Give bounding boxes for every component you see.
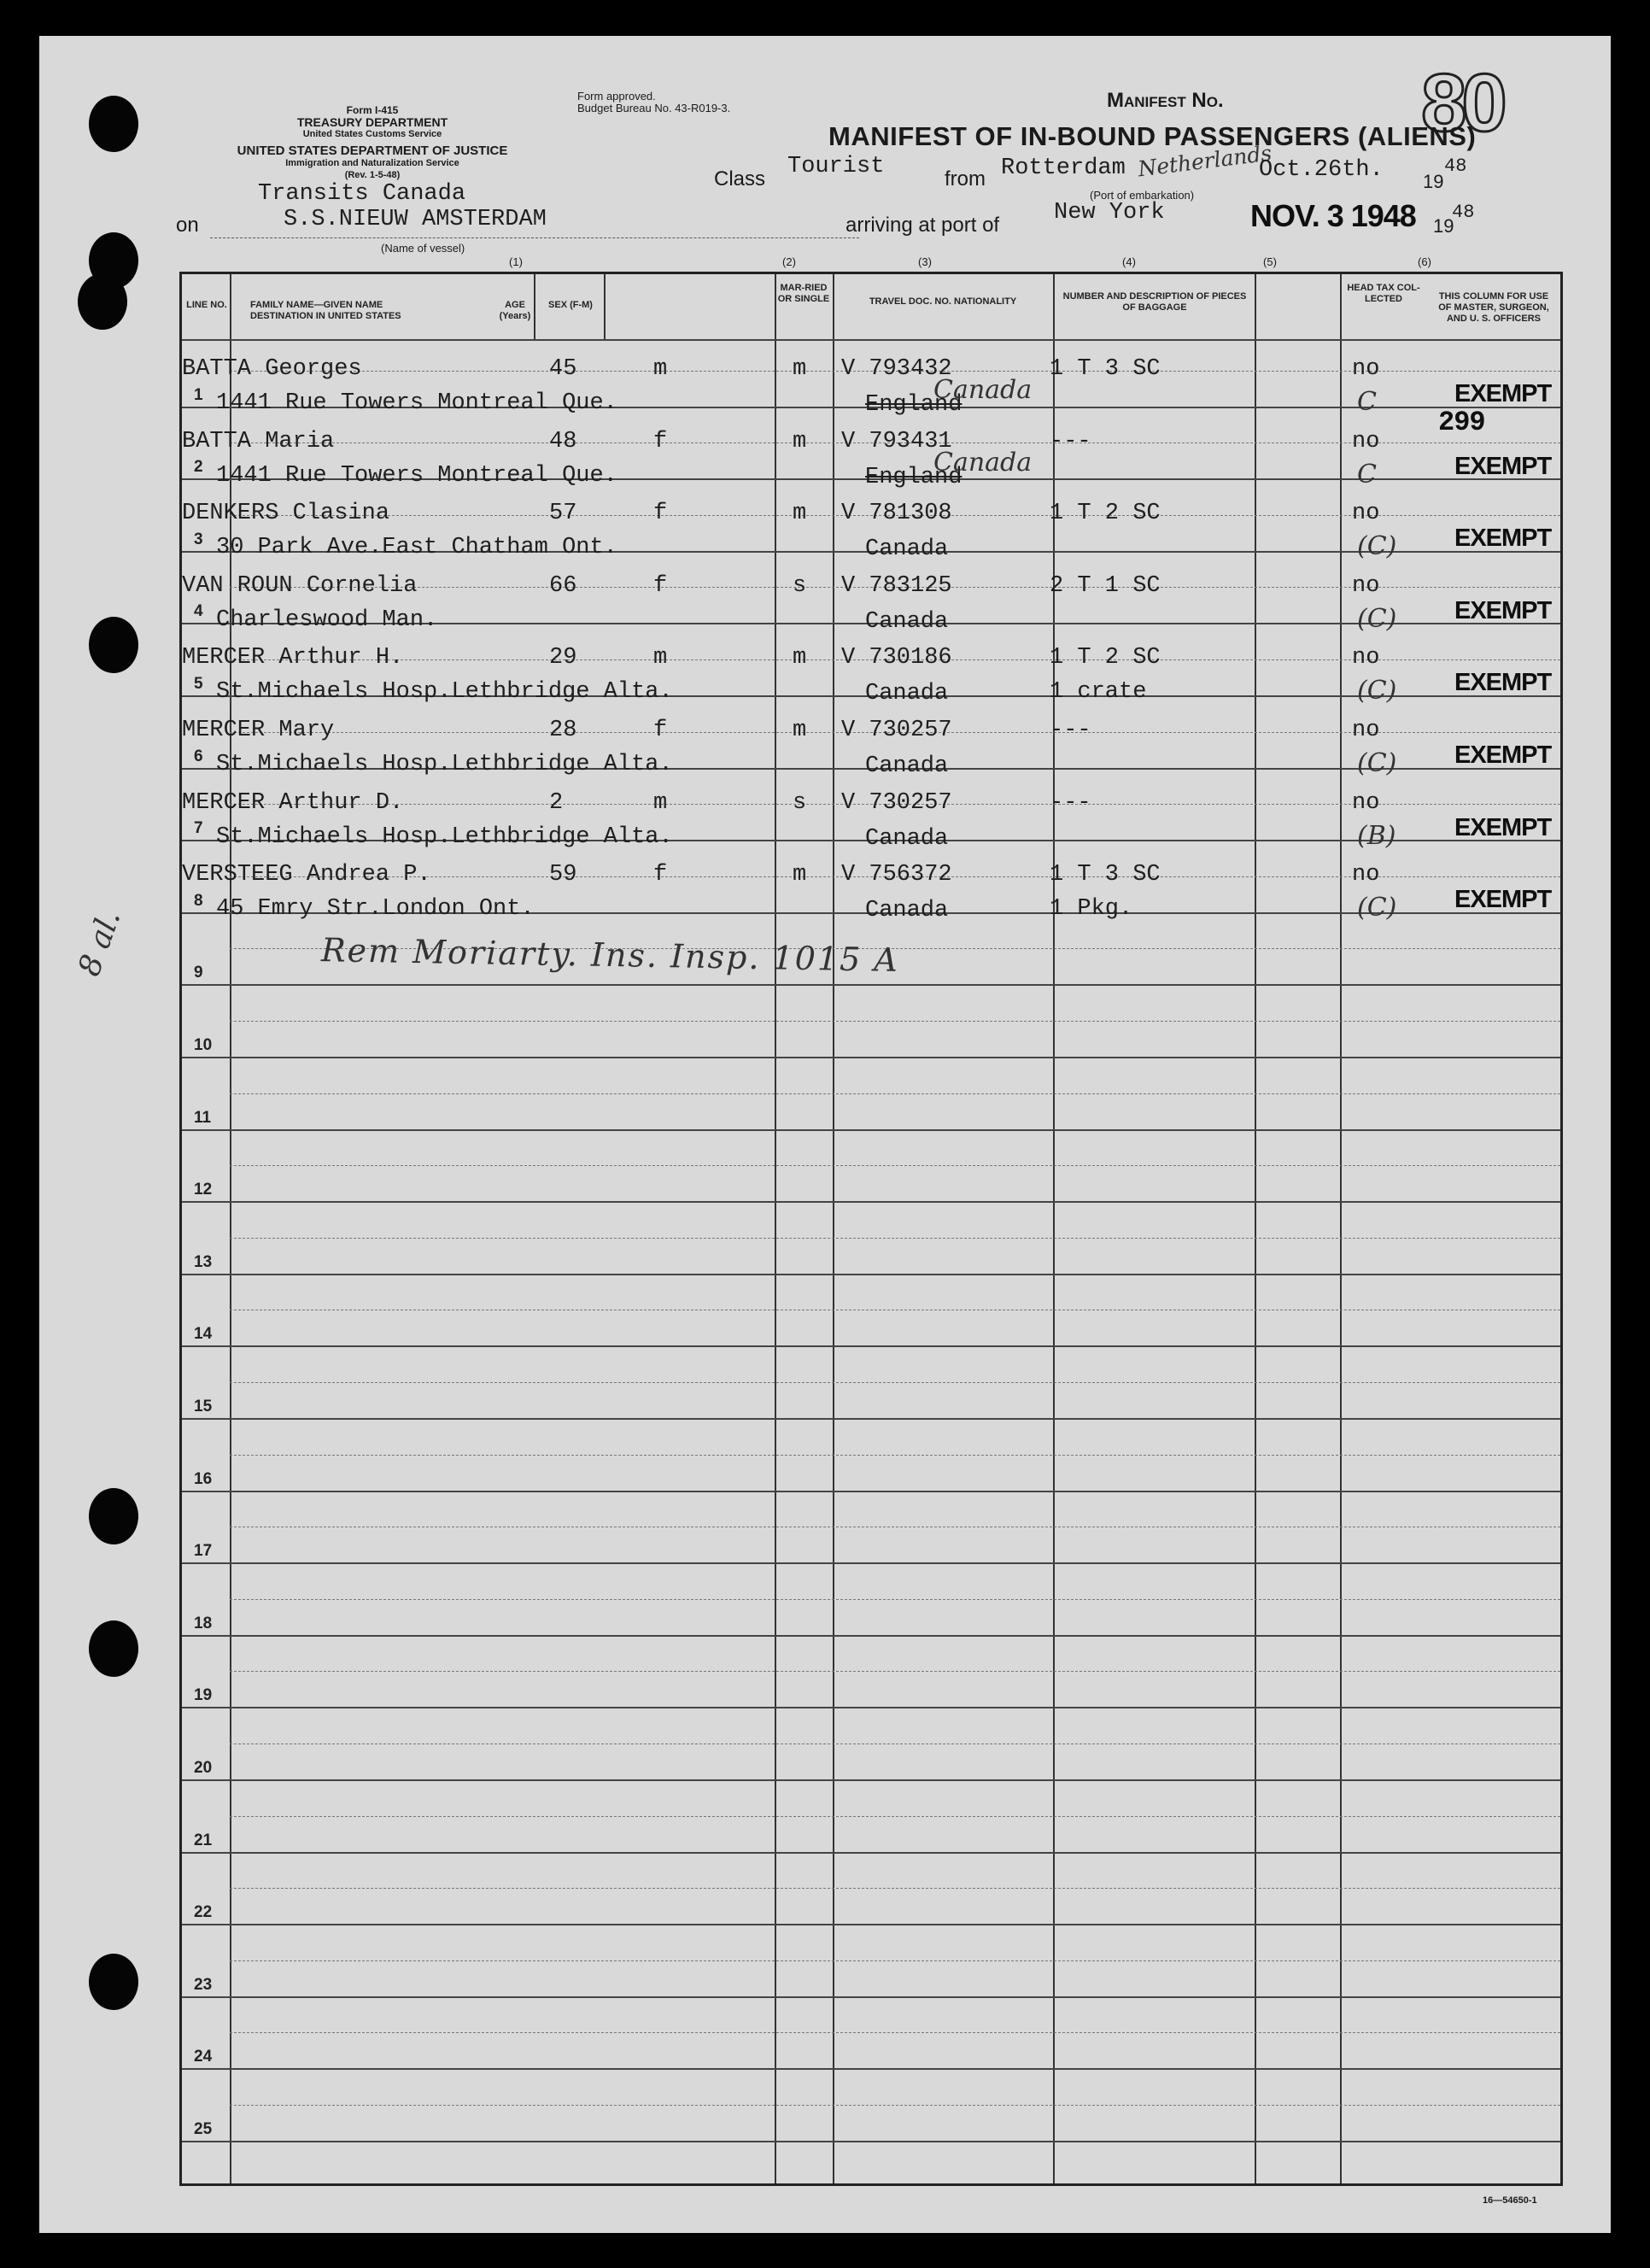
arrive-year: 48 [1452,202,1475,223]
col-divider [604,274,606,339]
passenger-name: VERSTEEG Andrea P. [182,862,431,888]
passenger-destination: St.Michaels Hosp.Lethbridge Alta. [216,679,673,706]
vessel-underline [210,237,859,238]
passenger-baggage: --- [1050,428,1091,454]
colhead-age: AGE (Years) [499,300,531,321]
passenger-sex: m [653,356,668,382]
passenger-head-tax: no [1352,501,1380,527]
passenger-destination: 30 Park Ave.East Chatham Ont. [216,535,617,561]
colhead-married: MAR-RIED OR SINGLE [777,283,830,304]
passenger-nationality: England [865,392,962,418]
from-value: Rotterdam [1001,155,1126,181]
passenger-head-tax-mark: (C) [1357,893,1397,923]
line-number: 21 [194,1831,213,1849]
line-number: 13 [194,1252,213,1271]
justice-dept: UNITED STATES DEPARTMENT OF JUSTICE [237,144,508,158]
passenger-sex: f [653,572,668,599]
passenger-marital: m [793,645,807,671]
form-id-block [244,104,500,140]
row-line [182,2141,1560,2142]
passenger-sex: f [653,501,668,527]
row-dashed-line [230,1165,1560,1166]
passenger-nationality-hand: Canada [933,375,1033,405]
passenger-name: BATTA Maria [182,428,335,454]
passenger-baggage: 1 T 3 SC [1050,862,1161,888]
manifest-title: MANIFEST OF IN-BOUND PASSENGERS (ALIENS) [828,121,1477,151]
passenger-table [179,272,1563,2186]
passenger-marital: m [793,428,807,454]
passenger-travel-doc: V 793432 [841,356,952,382]
line-number: 1 [194,385,203,404]
row-line [182,1201,1560,1203]
row-line [182,1057,1560,1058]
row-line [182,1491,1560,1492]
passenger-nationality: Canada [865,753,949,779]
row-line [182,1779,1560,1781]
line-number: 6 [194,747,203,765]
transits-text: Transits Canada [258,181,466,207]
passenger-head-tax: no [1352,645,1380,671]
passenger-destination: 1441 Rue Towers Montreal Que. [216,462,617,489]
passenger-head-tax: no [1352,428,1380,454]
passenger-sex: f [653,718,668,743]
row-dashed-line [230,1599,1560,1600]
passenger-travel-doc: V 756372 [841,862,952,888]
passenger-baggage: 1 T 2 SC [1050,501,1161,527]
col-num-5: (5) [1263,255,1277,268]
line-number: 22 [194,1903,213,1922]
line-number: 19 [194,1686,213,1705]
line-number: 16 [194,1469,213,1488]
class-value: Tourist [787,154,885,179]
passenger-marital: s [793,789,807,816]
row-dashed-line [230,1455,1560,1456]
on-label: on [176,214,199,237]
from-hand: Netherlands [1136,140,1273,182]
arrival-port: New York [1054,200,1165,226]
passenger-travel-doc: V 730257 [841,789,952,816]
row-dashed-line [230,1743,1560,1744]
passenger-baggage: 1 T 3 SC [1050,356,1161,382]
row-dashed-line [230,1238,1560,1239]
depart-date: Oct.26th. [1259,157,1384,183]
tally-number: 299 [1438,407,1485,438]
passenger-destination: St.Michaels Hosp.Lethbridge Alta. [216,823,673,850]
passenger-travel-doc: V 730257 [841,718,952,743]
passenger-baggage: 2 T 1 SC [1050,572,1161,599]
passenger-baggage: --- [1050,718,1091,743]
passenger-nationality: Canada [865,608,949,635]
passenger-exempt-stamp: EXEMPT [1454,741,1552,769]
colhead-sex: SEX (F-M) [548,300,593,310]
passenger-travel-doc: V 730186 [841,645,952,671]
passenger-nationality-hand: Canada [933,447,1033,478]
row-line [182,1129,1560,1131]
row-line [182,1996,1560,1998]
from-label: from [945,167,986,190]
passenger-head-tax: no [1352,862,1380,888]
depart-year-prefix: 19 [1423,171,1444,192]
passenger-baggage-extra: 1 crate [1050,679,1147,706]
passenger-head-tax: no [1352,718,1380,743]
line-number: 14 [194,1325,213,1344]
line-number: 23 [194,1975,213,1994]
col-num-2: (2) [782,255,796,268]
passenger-sex: f [653,862,668,888]
passenger-baggage: --- [1050,789,1091,816]
passenger-marital: m [793,501,807,527]
colhead-name: FAMILY NAME—GIVEN NAME DESTINATION IN UNITED STATES [250,300,401,321]
passenger-sex: m [653,789,668,816]
line-number: 24 [194,2048,213,2066]
passenger-name: MERCER Mary [182,718,335,743]
line-number: 25 [194,2120,213,2138]
arrive-year-prefix: 19 [1433,215,1454,237]
line-number: 4 [194,602,203,621]
row-line [182,2068,1560,2070]
ins-text: Immigration and Naturalization Service [285,158,459,168]
approval-block [577,91,799,114]
punch-hole [89,617,138,673]
passenger-baggage-extra: 1 Pkg. [1050,896,1133,923]
passenger-head-tax-mark: (C) [1357,748,1397,778]
col-divider [833,274,834,2183]
passenger-exempt-stamp: EXEMPT [1454,813,1552,841]
passenger-head-tax-mark: C [1357,387,1377,417]
colhead-officers: THIS COLUMN FOR USE OF MASTER, SURGEON, AND U. S. OFFICERS [1438,291,1549,324]
passenger-head-tax-mark: (C) [1357,531,1397,562]
punch-hole [78,273,127,330]
line-number: 20 [194,1759,213,1777]
passenger-age: 57 [549,501,577,527]
manifest-no-value: 80 [1421,57,1502,149]
arrival-date-stamp: NOV. 3 1948 [1250,198,1416,233]
vessel-caption: (Name of vessel) [381,242,465,255]
punch-hole [89,1954,138,2010]
row-line [182,1924,1560,1925]
row-dashed-line [230,1816,1560,1817]
row-dashed-line [230,1093,1560,1094]
row-dashed-line [230,2105,1560,2106]
passenger-sex: f [653,428,668,454]
passenger-destination: Charleswood Man. [216,607,438,633]
row-line [182,1418,1560,1420]
col-num-1: (1) [509,255,523,268]
row-line [182,1274,1560,1275]
justice-block [176,145,569,181]
class-label: Class [714,167,766,190]
col-divider [1340,274,1342,2183]
passenger-name: MERCER Arthur H. [182,645,404,671]
rev-text: (Rev. 1-5-48) [344,170,401,180]
colhead-headtax: HEAD TAX COL-LECTED [1347,283,1420,304]
passenger-age: 48 [549,428,577,454]
customs-service: United States Customs Service [302,129,442,139]
header-divider [182,339,1560,341]
inspector-signature: Rem Moriarty. Ins. Insp. 1015 A [320,931,900,979]
row-line [182,1345,1560,1347]
row-line [182,1707,1560,1708]
col-num-4: (4) [1122,255,1136,268]
line-number: 9 [194,964,203,982]
form-number: Form I-415 [346,104,399,116]
passenger-age: 66 [549,572,577,599]
passenger-travel-doc: V 783125 [841,572,952,599]
line-number: 12 [194,1181,213,1199]
passenger-head-tax: no [1352,356,1380,382]
punch-hole [89,1620,138,1677]
passenger-head-tax-mark: (C) [1357,603,1397,634]
colhead-baggage: NUMBER AND DESCRIPTION OF PIECES OF BAGGAGE [1062,291,1247,313]
passenger-destination: St.Michaels Hosp.Lethbridge Alta. [216,752,673,777]
passenger-travel-doc: V 781308 [841,501,952,527]
passenger-marital: m [793,862,807,888]
manifest-no-label: Manifest No. [1107,89,1224,112]
passenger-head-tax-mark: (C) [1357,676,1397,706]
row-line [182,1852,1560,1854]
passenger-destination: 1441 Rue Towers Montreal Que. [216,390,617,416]
passenger-nationality: Canada [865,536,949,563]
passenger-name: DENKERS Clasina [182,501,390,527]
passenger-head-tax-mark: C [1357,459,1377,489]
colhead-line: LINE NO. [186,300,227,310]
row-line [182,1635,1560,1637]
line-number: 10 [194,1036,213,1054]
passenger-exempt-stamp: EXEMPT [1454,525,1552,553]
passenger-age: 29 [549,645,577,671]
port-caption: (Port of embarkation) [1090,189,1195,202]
passenger-age: 59 [549,862,577,888]
department: TREASURY DEPARTMENT [296,115,448,129]
passenger-nationality: Canada [865,825,949,852]
line-number: 11 [194,1108,212,1127]
passenger-name: MERCER Arthur D. [182,789,404,816]
passenger-exempt-stamp: EXEMPT [1454,380,1552,407]
depart-year: 48 [1444,155,1467,177]
passenger-sex: m [653,645,668,671]
row-dashed-line [230,1382,1560,1383]
row-dashed-line [230,1021,1560,1022]
passenger-age: 2 [549,789,564,816]
passenger-nationality: England [865,464,962,490]
side-note: 8 al. [72,905,128,982]
form-code: 16—54650-1 [1483,2195,1537,2206]
passenger-exempt-stamp: EXEMPT [1454,452,1552,480]
arriving-label: arriving at port of [845,214,1000,237]
line-number: 7 [194,819,203,838]
passenger-head-tax-mark: (B) [1357,820,1396,851]
passenger-nationality: Canada [865,681,949,707]
passenger-exempt-stamp: EXEMPT [1454,669,1552,697]
col-num-3: (3) [918,255,932,268]
passenger-name: BATTA Georges [182,356,362,382]
passenger-nationality: Canada [865,898,949,924]
passenger-exempt-stamp: EXEMPT [1454,886,1552,914]
col-divider [230,274,231,2183]
passenger-head-tax: no [1352,789,1380,816]
col-divider [1053,274,1055,2183]
line-number: 17 [194,1542,213,1561]
vessel-name: S.S.NIEUW AMSTERDAM [284,207,547,232]
passenger-name: VAN ROUN Cornelia [182,572,418,599]
line-number: 8 [194,891,203,910]
approved-text: Form approved. [577,90,656,103]
passenger-marital: m [793,718,807,743]
line-number: 5 [194,675,203,693]
line-number: 15 [194,1398,213,1415]
passenger-destination: 45 Emry Str.London Ont. [216,896,535,923]
row-line [182,1562,1560,1564]
colhead-travel: TRAVEL DOC. NO. NATIONALITY [869,296,1017,307]
punch-hole [89,1488,138,1544]
passenger-marital: m [793,356,807,382]
col-num-6: (6) [1418,255,1431,268]
passenger-age: 45 [549,356,577,382]
row-dashed-line [230,1671,1560,1672]
passenger-exempt-stamp: EXEMPT [1454,596,1552,624]
col-divider [1255,274,1256,2183]
row-dashed-line [230,1888,1560,1889]
budget-text: Budget Bureau No. 43-R019-3. [577,102,731,114]
passenger-head-tax: no [1352,572,1380,599]
line-number: 2 [194,458,203,477]
punch-hole [89,96,138,152]
passenger-age: 28 [549,718,577,743]
manifest-sheet [39,36,1611,2233]
row-line [182,984,1560,986]
passenger-travel-doc: V 793431 [841,428,952,454]
line-number: 3 [194,530,203,548]
line-number: 18 [194,1614,213,1632]
col-divider [775,274,776,2183]
row-dashed-line [230,2032,1560,2033]
passenger-marital: s [793,572,807,599]
passenger-baggage: 1 T 2 SC [1050,645,1161,671]
row-dashed-line [230,1960,1560,1961]
